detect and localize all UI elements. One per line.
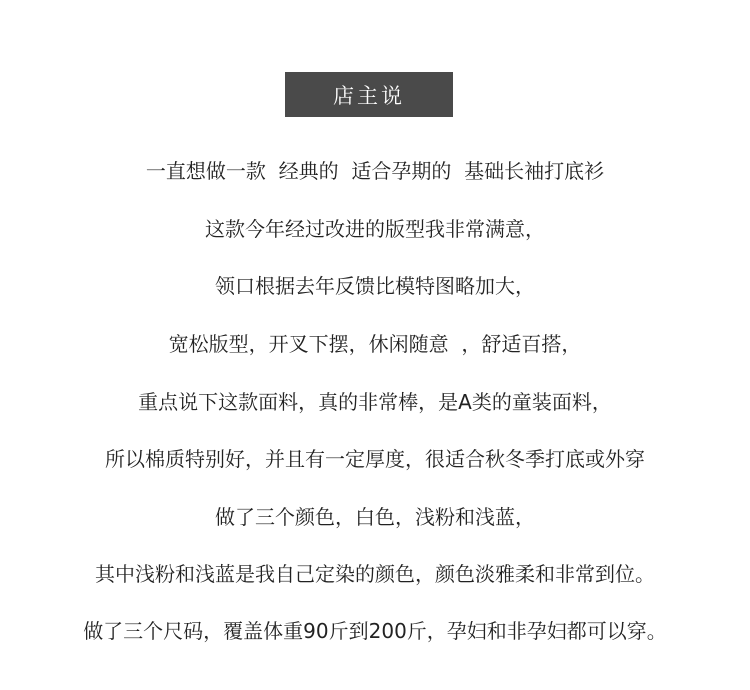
section-title: 店主说 (333, 83, 405, 108)
description-line: 领口根据去年反馈比模特图略加大， (215, 274, 535, 298)
description-line: 所以棉质特别好，并且有一定厚度，很适合秋冬季打底或外穿 (105, 447, 645, 471)
description-line: 宽松版型，开叉下摆，休闲随意 ，舒适百搭， (168, 332, 582, 356)
description-line: 做了三个尺码，覆盖体重90斤到200斤，孕妇和非孕妇都可以穿。 (83, 619, 667, 643)
description-line: 这款今年经过改进的版型我非常满意， (205, 217, 545, 241)
description-line: 其中浅粉和浅蓝是我自己定染的颜色，颜色淡雅柔和非常到位。 (95, 562, 655, 586)
description-line: 一直想做一款 经典的 适合孕期的 基础长袖打底衫 (145, 159, 605, 183)
description-line: 做了三个颜色，白色，浅粉和浅蓝， (215, 505, 535, 529)
description-line: 重点说下这款面料，真的非常棒，是A类的童装面料， (138, 390, 612, 414)
